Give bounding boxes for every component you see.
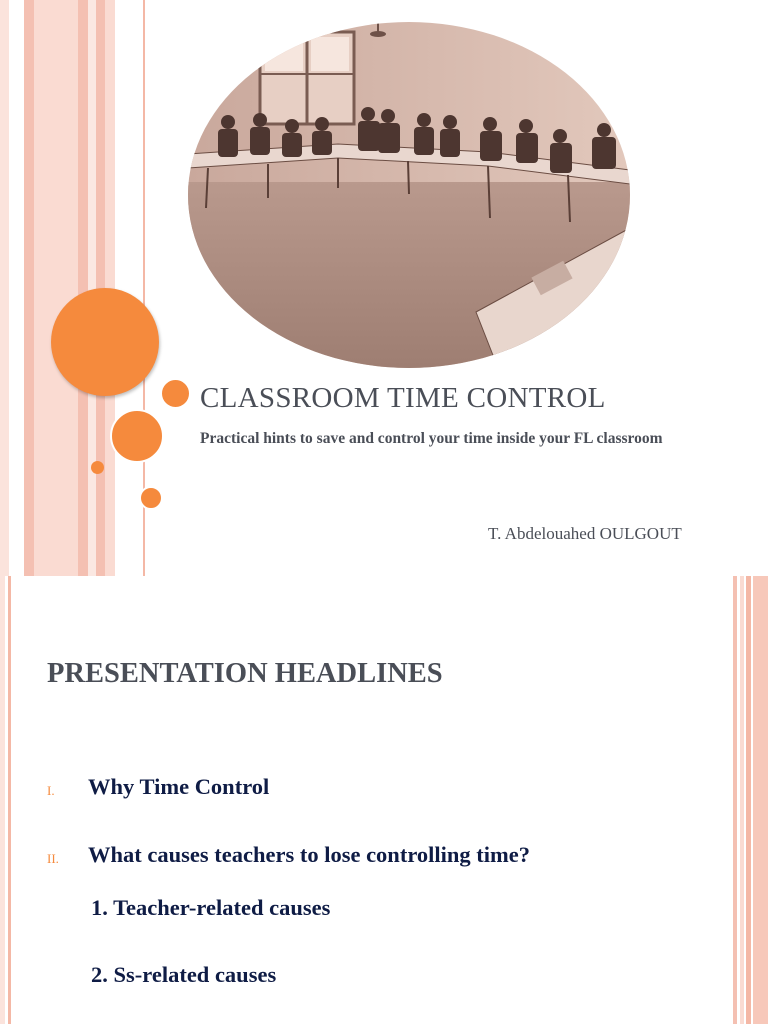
decorative-stripe: [0, 576, 5, 1024]
decorative-circle: [51, 288, 159, 396]
list-numeral: II.: [47, 851, 59, 866]
decorative-stripe: [746, 576, 751, 1024]
decorative-stripe: [34, 0, 78, 576]
slide-heading: PRESENTATION HEADLINES: [47, 658, 443, 689]
decorative-circle: [110, 409, 164, 463]
decorative-stripe: [753, 576, 768, 1024]
decorative-circle: [139, 486, 163, 510]
slide-subtitle: Practical hints to save and control your time inside your FL classroom: [200, 430, 663, 447]
headlines-slide: [0, 576, 768, 1024]
sub-list-item: 1. Teacher-related causes: [91, 895, 331, 920]
list-item: What causes teachers to lose controlling time?: [88, 842, 531, 867]
decorative-stripe: [24, 0, 34, 576]
decorative-stripe: [78, 0, 88, 576]
decorative-circle: [160, 378, 191, 409]
decorative-stripe: [0, 0, 9, 576]
decorative-stripe: [733, 576, 737, 1024]
slide-title: CLASSROOM TIME CONTROL: [200, 382, 606, 414]
decorative-circle: [91, 461, 104, 474]
classroom-photo: [188, 22, 630, 368]
decorative-stripe: [740, 576, 744, 1024]
decorative-stripe: [8, 576, 11, 1024]
author-name: T. Abdelouahed OULGOUT: [488, 524, 682, 543]
list-item: Why Time Control: [88, 774, 270, 799]
list-numeral: I.: [47, 783, 55, 798]
sub-list-item: 2. Ss-related causes: [91, 962, 277, 987]
